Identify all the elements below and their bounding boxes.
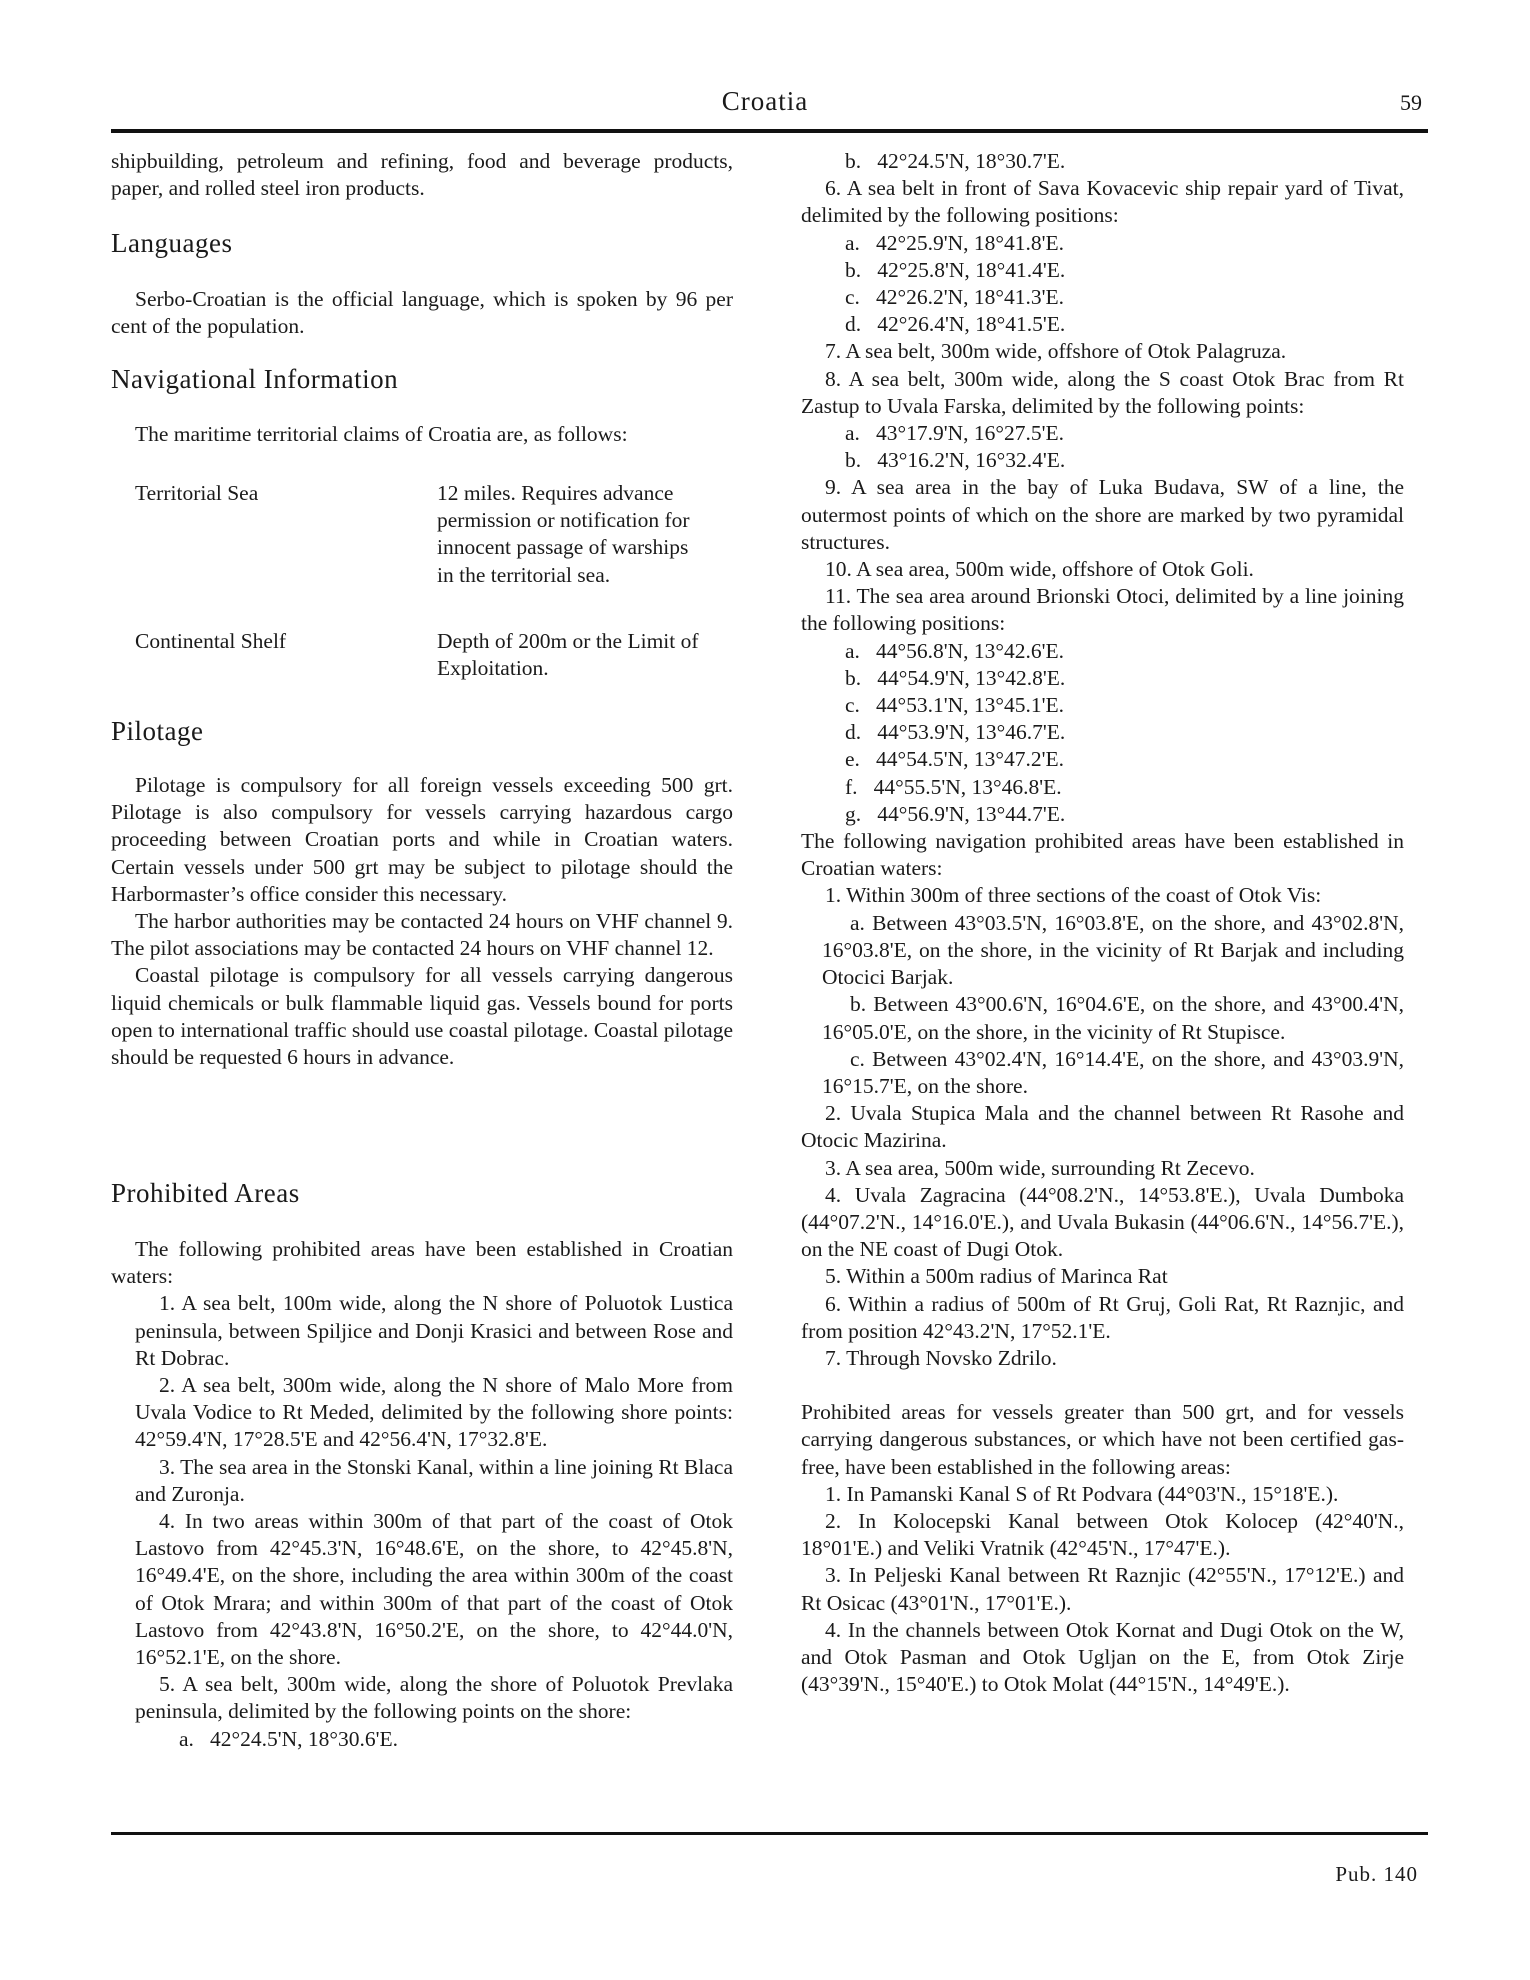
header-rule (111, 129, 1428, 133)
list-item: The following navigation prohibited areas have been established in Croatian waters: (801, 829, 1404, 881)
coordinate-item: c. 44°53.1'N, 13°45.1'E. (845, 693, 1065, 718)
coordinate-item: f. 44°55.5'N, 13°46.8'E. (845, 774, 1062, 799)
coordinate-item: a. 42°24.5'N, 18°30.6'E. (179, 1726, 399, 1751)
footer-rule (111, 1832, 1428, 1835)
coordinate-item: a. 42°25.9'N, 18°41.8'E. (845, 230, 1065, 255)
list-item: 2. A sea belt, 300m wide, along the N shore of Malo More from Uvala Vodice to Rt Meded, delimited by the following shore points: 42°59.4'N, 17°28.5'E and 42°56.4'N, 17°32.8'E. (135, 1373, 733, 1452)
claim-label: Continental Shelf (135, 629, 287, 653)
heading-languages: Languages (111, 228, 233, 258)
pilotage-body (111, 772, 733, 1071)
coordinate-item: g. 44°56.9'N, 13°44.7'E. (845, 801, 1066, 826)
coordinate-item: a. 43°17.9'N, 16°27.5'E. (845, 421, 1065, 446)
list-item: 1. A sea belt, 100m wide, along the N shore of Poluotok Lustica peninsula, between Spiljice and Donji Krasici and between Rose and Rt Dobrac. (135, 1291, 733, 1370)
list-item: Prohibited areas for vessels greater than 500 grt, and for vessels carrying dangerous substances, or which have not been certified gas-free, have been established in the following areas: (801, 1400, 1404, 1479)
list-item: b. Between 43°00.6'N, 16°04.6'E, on the shore, and 43°00.4'N, 16°05.0'E, on the shore, in the vicinity of Rt Stupisce. (822, 992, 1404, 1044)
list-item: 3. In Peljeski Kanal between Rt Raznjic (42°55'N., 17°12'E.) and Rt Osicac (43°01'N., 17°01'E.). (801, 1563, 1404, 1615)
coordinate-item: d. 44°53.9'N, 13°46.7'E. (845, 720, 1066, 745)
list-item: a. Between 43°03.5'N, 16°03.8'E, on the shore, and 43°02.8'N, 16°03.8'E, on the shore, in the vicinity of Rt Barjak and including Otocici Barjak. (822, 910, 1404, 990)
heading-pilotage: Pilotage (111, 716, 204, 746)
pilotage-paragraph: The harbor authorities may be contacted 24 hours on VHF channel 9. The pilot associations may be contacted 24 hours on VHF channel 12. (111, 909, 733, 961)
coordinate-item: a. 44°56.8'N, 13°42.6'E. (845, 638, 1065, 663)
list-item: 4. Uvala Zagracina (44°08.2'N., 14°53.8'E.), Uvala Dumboka (44°07.2'N., 14°16.0'E.), and Uvala Bukasin (44°06.6'N., 14°56.7'E.), on the NE coast of Dugi Otok. (801, 1182, 1404, 1262)
pilotage-paragraph: Pilotage is compulsory for all foreign vessels exceeding 500 grt. Pilotage is also compulsory for vessels carrying hazardous cargo proceeding between Croatian ports and while in Croatian waters. Certain vessels under 500 grt may be subject to pilotage should the Harbormaster’s office consider this necessary. (111, 773, 733, 906)
list-item: The following prohibited areas have been established in Croatian waters: (111, 1237, 733, 1289)
page-number: 59 (1400, 90, 1422, 115)
list-item: 1. In Pamanski Kanal S of Rt Podvara (44°03'N., 15°18'E.). (825, 1481, 1339, 1506)
coordinate-item: c. 42°26.2'N, 18°41.3'E. (845, 285, 1065, 310)
list-item: 2. Uvala Stupica Mala and the channel between Rt Rasohe and Otocic Mazirina. (801, 1101, 1404, 1153)
pilotage-paragraph: Coastal pilotage is compulsory for all vessels carrying dangerous liquid chemicals or bulk flammable liquid gas. Vessels bound for ports open to international traffic should use coastal pilotage. Coastal pilotage should be requested 6 hours in advance. (111, 963, 733, 1070)
coordinate-item: b. 44°54.9'N, 13°42.8'E. (845, 665, 1066, 690)
list-item: 6. A sea belt in front of Sava Kovacevic ship repair yard of Tivat, delimited by the following positions: (801, 176, 1404, 228)
intro-paragraph: shipbuilding, petroleum and refining, food and beverage products, paper, and rolled steel iron products. (111, 149, 733, 201)
heading-navigational-information: Navigational Information (111, 364, 399, 394)
list-item: 4. In two areas within 300m of that part of the coast of Otok Lastovo from 42°45.3'N, 16°48.6'E, on the shore, to 42°45.8'N, 16°49.4'E, on the shore, including the area within 300m of the coast of Otok Mrara; and within 300m of that part of the coast of Otok Lastovo from 42°43.8'N, 16°50.2'E, on the shore, to 42°44.0'N, 16°52.1'E, on the shore. (135, 1509, 733, 1670)
list-item: 10. A sea area, 500m wide, offshore of Otok Goli. (825, 557, 1254, 582)
list-item: 8. A sea belt, 300m wide, along the S coast Otok Brac from Rt Zastup to Uvala Farska, delimited by the following points: (801, 366, 1404, 418)
claim-value: Depth of 200m or the Limit of Exploitation. (437, 629, 699, 681)
coordinate-item: b. 42°25.8'N, 18°41.4'E. (845, 257, 1066, 282)
list-item: 11. The sea area around Brionski Otoci, delimited by a line joining the following positions: (801, 584, 1404, 636)
coordinate-item: e. 44°54.5'N, 13°47.2'E. (845, 747, 1065, 772)
list-item: 6. Within a radius of 500m of Rt Gruj, Goli Rat, Rt Raznjic, and from position 42°43.2'N, 17°52.1'E. (801, 1291, 1404, 1343)
navigational-paragraph: The maritime territorial claims of Croatia are, as follows: (135, 422, 628, 446)
list-item: 7. Through Novsko Zdrilo. (825, 1345, 1057, 1370)
list-item: 4. In the channels between Otok Kornat and Dugi Otok on the W, and Otok Pasman and Otok Ugljan on the E, from Otok Zirje (43°39'N., 15°40'E.) to Otok Molat (44°15'N., 14°49'E.). (801, 1617, 1404, 1697)
left-column (111, 148, 733, 1828)
languages-paragraph: Serbo-Croatian is the official language, which is spoken by 96 per cent of the population. (111, 287, 733, 339)
publication-label: Pub. 140 (1335, 1862, 1418, 1886)
list-item: c. Between 43°02.4'N, 16°14.4'E, on the shore, and 43°03.9'N, 16°15.7'E, on the shore. (822, 1046, 1404, 1098)
list-item: 3. The sea area in the Stonski Kanal, within a line joining Rt Blaca and Zuronja. (135, 1454, 733, 1506)
list-item: 5. A sea belt, 300m wide, along the shore of Poluotok Prevlaka peninsula, delimited by the following points on the shore: (135, 1672, 733, 1724)
list-item: 3. A sea area, 500m wide, surrounding Rt Zecevo. (825, 1155, 1255, 1180)
right-column (801, 148, 1404, 1698)
coordinate-item: b. 43°16.2'N, 16°32.4'E. (845, 448, 1066, 473)
coordinate-item: d. 42°26.4'N, 18°41.5'E. (845, 312, 1066, 337)
list-item: 5. Within a 500m radius of Marinca Rat (825, 1264, 1168, 1289)
prohibited-areas-list (111, 1236, 733, 1753)
list-item: 1. Within 300m of three sections of the coast of Otok Vis: (825, 883, 1322, 908)
list-item: 2. In Kolocepski Kanal between Otok Kolocep (42°40'N., 18°01'E.) and Veliki Vratnik (42°45'N., 17°47'E.). (801, 1508, 1404, 1561)
coordinate-item: b. 42°24.5'N, 18°30.7'E. (845, 149, 1066, 173)
page-header-title: Croatia (721, 86, 809, 116)
list-item: 7. A sea belt, 300m wide, offshore of Otok Palagruza. (825, 339, 1287, 364)
claim-label: Territorial Sea (135, 481, 259, 505)
heading-prohibited-areas: Prohibited Areas (111, 1178, 300, 1208)
list-item: 9. A sea area in the bay of Luka Budava, SW of a line, the outermost points of which on the shore are marked by two pyramidal structures. (801, 475, 1404, 554)
claim-value: 12 miles. Requires advance permission or notification for innocent passage of warships in the territorial sea. (437, 481, 690, 587)
